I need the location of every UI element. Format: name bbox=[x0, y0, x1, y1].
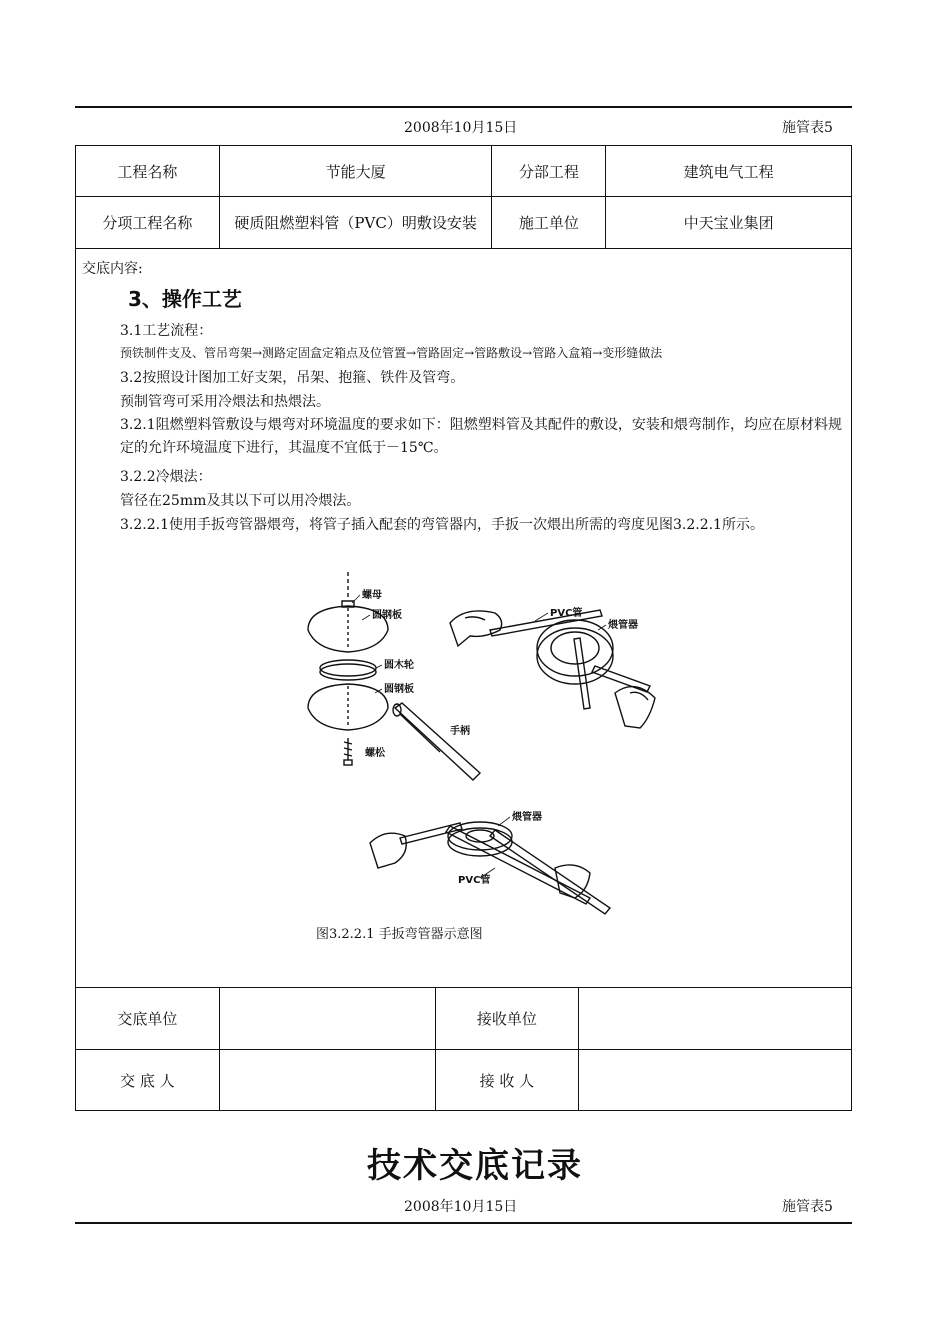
sign-off-table bbox=[75, 987, 852, 1111]
text-pipe-diameter: 管径在25mm及其以下可以用冷煨法。 bbox=[120, 493, 361, 509]
receiver-unit-value bbox=[579, 988, 852, 1050]
division-label: 分部工程 bbox=[492, 146, 606, 197]
text-3-2: 3.2按照设计图加工好支架，吊架、抱箍、铁件及管弯。 bbox=[120, 370, 465, 386]
pipe-bender-figure bbox=[290, 568, 680, 953]
section-title: 3、操作工艺 bbox=[128, 287, 242, 311]
figure-caption: 图3.2.2.1 手扳弯管器示意图 bbox=[316, 927, 483, 942]
contractor-value: 中天宝业集团 bbox=[606, 197, 852, 249]
label-steel-plate-2: 圆钢板 bbox=[384, 684, 414, 695]
project-name-value: 节能大厦 bbox=[219, 146, 492, 197]
project-info-table bbox=[75, 145, 852, 249]
label-nut: 螺母 bbox=[362, 590, 382, 601]
receiver-person-label: 接 收 人 bbox=[435, 1050, 579, 1111]
label-steel-plate-1: 圆钢板 bbox=[372, 610, 402, 621]
header-date: 2008年10月15日 bbox=[404, 120, 518, 136]
label-pvc-pipe-2: PVC管 bbox=[458, 875, 491, 886]
content-label: 交底内容: bbox=[82, 261, 143, 277]
label-wood-wheel: 圆木轮 bbox=[384, 660, 414, 671]
giver-person-label: 交 底 人 bbox=[76, 1050, 220, 1111]
top-rule bbox=[75, 106, 852, 108]
giver-person-value bbox=[219, 1050, 435, 1111]
header-form-number: 施管表5 bbox=[782, 120, 833, 136]
receiver-unit-label: 接收单位 bbox=[435, 988, 579, 1050]
label-bender-1: 煨管器 bbox=[608, 620, 638, 631]
bottom-rule bbox=[75, 1222, 852, 1224]
receiver-person-value bbox=[579, 1050, 852, 1111]
text-3-2-1: 3.2.1阻燃塑料管敷设与煨弯对环境温度的要求如下：阻燃塑料管及其配件的敷设，安装和煨弯制作，均应在原材料规定的允许环境温度下进行，其温度不宜低于－15℃。 bbox=[120, 417, 842, 456]
label-bolt: 螺松 bbox=[365, 748, 385, 759]
giver-unit-value bbox=[219, 988, 435, 1050]
text-preform: 预制管弯可采用冷煨法和热煨法。 bbox=[120, 394, 330, 410]
label-bender-2: 煨管器 bbox=[512, 812, 542, 823]
subitem-value: 硬质阻燃塑料管（PVC）明敷设安装 bbox=[219, 197, 492, 249]
label-pvc-pipe-1: PVC管 bbox=[550, 608, 583, 619]
text-3-2-2: 3.2.2冷煨法： bbox=[120, 469, 212, 485]
footer-form-number: 施管表5 bbox=[782, 1199, 833, 1215]
text-process-flow: 预铁制件支及、管吊弯架→测路定固盒定箱点及位管置→管路固定→管路敷设→管路入盒箱→变形缝做法 bbox=[120, 346, 663, 360]
footer-date: 2008年10月15日 bbox=[404, 1199, 518, 1215]
giver-unit-label: 交底单位 bbox=[76, 988, 220, 1050]
text-process-heading: 3.1工艺流程： bbox=[120, 323, 213, 339]
project-name-label: 工程名称 bbox=[76, 146, 220, 197]
document-title: 技术交底记录 bbox=[367, 1146, 583, 1186]
division-value: 建筑电气工程 bbox=[606, 146, 852, 197]
text-3-2-2-1: 3.2.2.1使用手扳弯管器煨弯，将管子插入配套的弯管器内，手扳一次煨出所需的弯度见图3.2.2.1所示。 bbox=[120, 517, 764, 533]
contractor-label: 施工单位 bbox=[492, 197, 606, 249]
subitem-label: 分项工程名称 bbox=[76, 197, 220, 249]
label-handle: 手柄 bbox=[450, 726, 470, 737]
